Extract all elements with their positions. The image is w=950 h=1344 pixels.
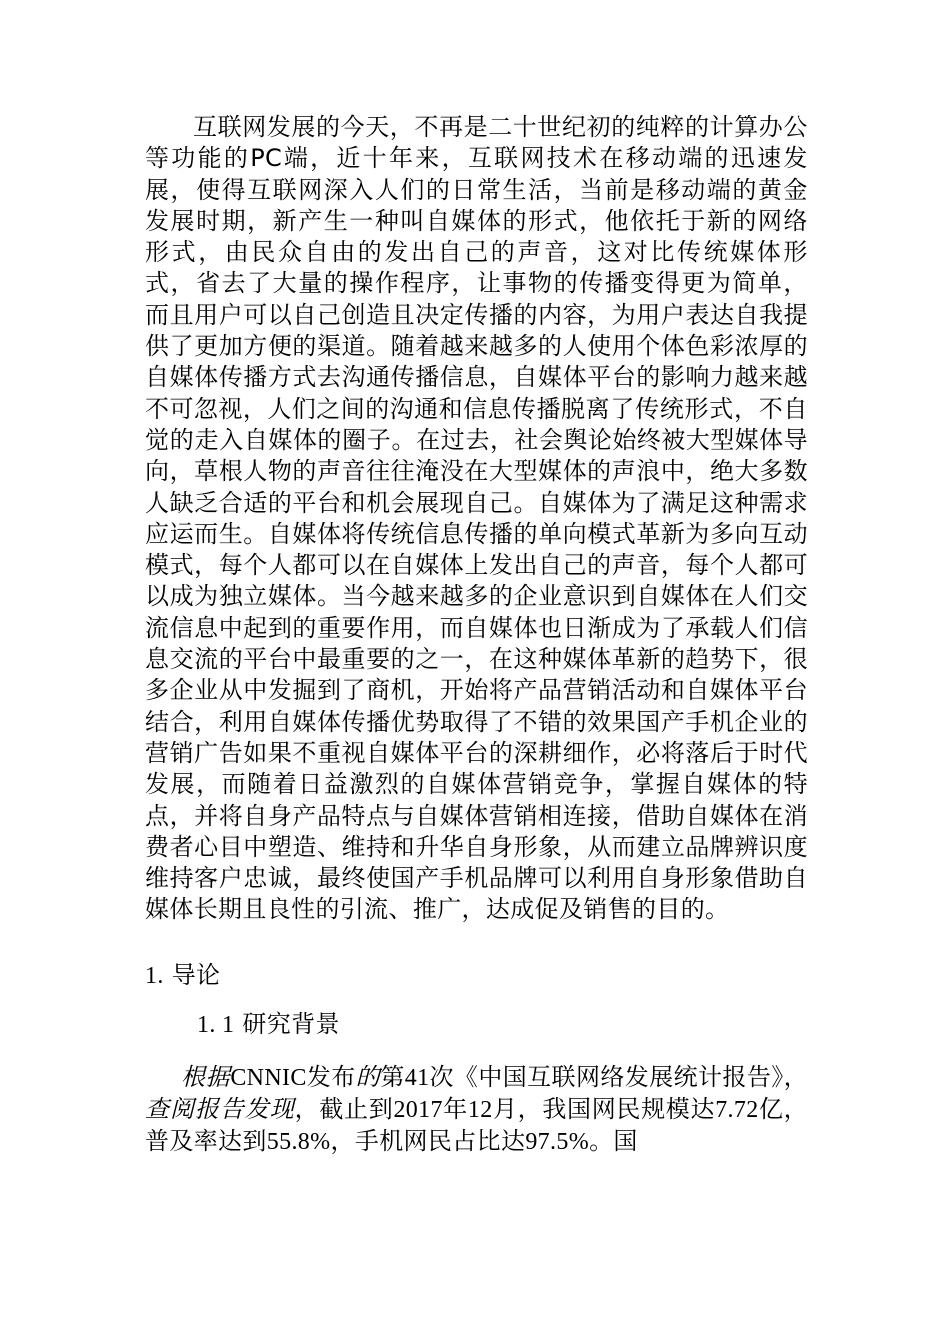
- bg-text-14: 7.72: [715, 1097, 759, 1124]
- intro-text-c: 端，近十年来，互联网技术在移动端的迅速发展，使得互联网深入人们的日常生活，当前是移动端的黄金发展时期，新产生一种叫自媒体的形式，他依托于新的网络形式，由民众自由的发出自己的声音，这对比传统媒体形式，省去了大量的操作程序，让事物的传播变得更为简单，: [145, 144, 809, 298]
- intro-text-a: 互联网发展的今天，不再是二十世纪初的纯粹的计算办公等功能的: [145, 113, 808, 173]
- bg-text-17: ，手机网民占比达: [330, 1127, 526, 1156]
- intro-text-f: 自媒体: [243, 425, 318, 454]
- intro-text-j: 去，社会舆论始终被大型媒体导向，草根人物的声音往往淹没在大型媒体的声浪中，绝大多数人缺乏合适的平台和机会展现自己。自媒体为了满足这种需求应运而生。自媒体将传统信息传播的单向模式革新为多向互动模式，每个人都可以在自媒体上发出自己的声音，每个人都可以成为独立媒体。当今越来越多的企业意识到自媒体在人们交流信息中起到的重要作用，而自媒体也日渐成为了承载人们信息交流的平台中最重要的之一，在这种媒体革新的趋势下，很多企业从中发掘到了商机，开始将产品营销活动和自媒体平台结合，利用自媒体传播优势取得了不错的效果国产手机企业的营销广告如果不重视自媒体平台的深耕细作，必将落后于时代发展，而随着日益激烈的自媒体营销竞争，掌握自媒体的特点，并将自身产品特点与自媒体营销相连接，借助自媒体在消费者心目中塑造、维持和升华自身形象，从而建立品牌辨识度维持客户忠诚，最终使国产手机品牌可以利用自身形象借助自媒体长期且良性的引流、推广，达成促及销售的目的。: [145, 425, 808, 924]
- bg-text-9: ，截止到: [294, 1095, 394, 1124]
- intro-text-g: 的圈子。: [317, 425, 417, 454]
- bg-text-6: 41: [404, 1064, 430, 1091]
- section-heading: [145, 960, 808, 992]
- bg-text-15: 亿，普及率达到: [145, 1095, 808, 1156]
- intro-text-pc: PC: [250, 144, 283, 173]
- subsection-title: 研究背景: [242, 1009, 340, 1038]
- bg-text-4: 的: [355, 1062, 381, 1091]
- bg-text-11: 年: [442, 1095, 468, 1124]
- bg-text-13: 月，我国网民规模达: [492, 1095, 716, 1124]
- bg-text-19: 。国: [589, 1127, 638, 1156]
- intro-text-d: 而且用户可以自己创造且决定传播的内容，为用户表达自我提供了更加方便的渠道。随着越来越多的人使用个体色彩浓厚的自媒体传播方式去沟通传播信息，自媒体平台的影响力越来越不可忽视，人们之间的沟通和信息传播: [145, 300, 808, 423]
- bg-text-3: 发布: [306, 1062, 356, 1091]
- subsection-number: 1. 1: [197, 1011, 235, 1038]
- bg-text-16: 55.8%: [266, 1129, 331, 1156]
- section-number: 1.: [145, 962, 164, 989]
- intro-text-h: 在: [416, 425, 441, 454]
- bg-text-1: 根据: [181, 1062, 231, 1091]
- intro-paragraph: [145, 112, 808, 926]
- bg-text-2: CNNIC: [230, 1064, 307, 1091]
- intro-text-e: 脱离了传统形式，不自觉的走入: [145, 394, 809, 454]
- bg-text-12: 12: [467, 1097, 493, 1124]
- background-paragraph: [145, 1062, 808, 1159]
- document-page: [145, 112, 808, 1159]
- bg-text-10: 2017: [393, 1097, 443, 1124]
- subsection-heading: [145, 1009, 808, 1041]
- bg-text-18: 97.5%: [525, 1129, 590, 1156]
- bg-text-5: 第: [380, 1062, 405, 1091]
- section-title: 导论: [171, 960, 221, 989]
- bg-text-8: 查阅报告发现: [145, 1095, 295, 1124]
- bg-text-7: 次《中国互联网络发展统计报告》，: [429, 1062, 809, 1091]
- intro-text-i: 过: [440, 425, 466, 454]
